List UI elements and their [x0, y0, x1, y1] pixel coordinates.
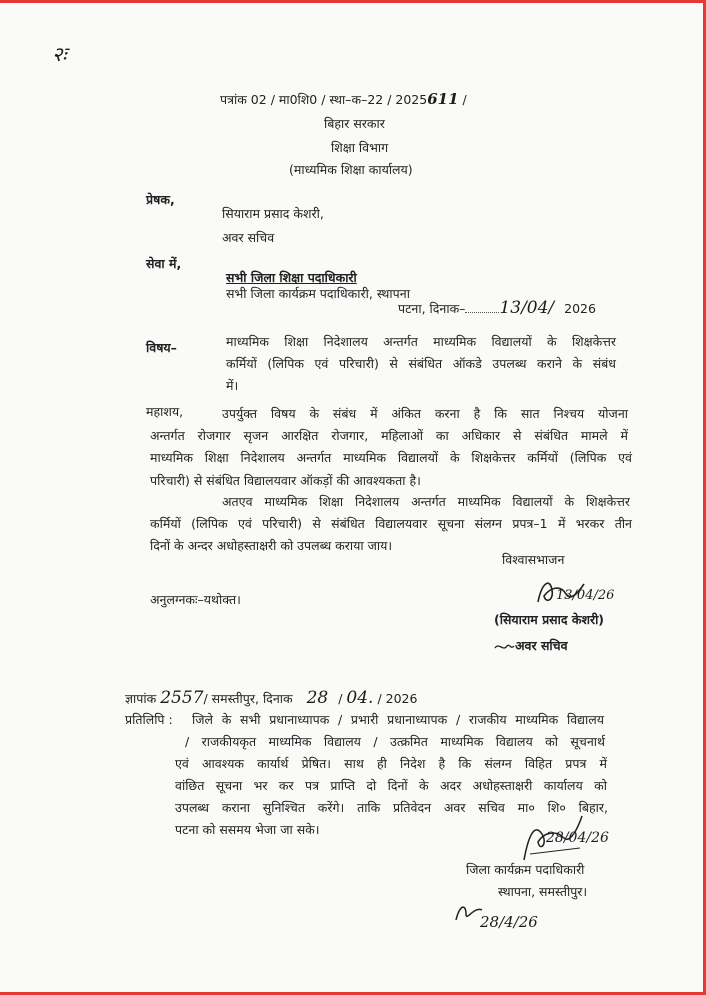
letter-ref-prefix: पत्रांक 02 / मा0शि0 / स्था–क–22 / 2025	[220, 92, 428, 107]
letter-ref	[220, 91, 467, 108]
letter-ref-suffix: /	[462, 92, 467, 107]
footer-line1: जिला कार्यक्रम पदाधिकारी	[466, 862, 585, 877]
copy-line3: एवं आवश्यक कार्यार्थ प्रेषित। साथ ही निदेश है कि संलग्न विहित प्रपत्र में	[175, 756, 607, 771]
corner-mark: २ः	[52, 42, 67, 66]
subject-line2: कर्मियों (लिपिक एवं परिचारी) से संबंधित ऑकडे उपलब्ध कराने के संबंध	[226, 356, 616, 371]
memo-month: 04.	[346, 688, 374, 708]
copy-label: प्रतिलिपि :	[125, 712, 173, 727]
memo-number: 2557	[160, 688, 204, 708]
copy-line2: / राजकीयकृत माध्यमिक विद्यालय / उत्क्रमित माध्यमिक विद्यालय को सूचनार्थ	[185, 734, 605, 749]
copy-line6: पटना को ससमय भेजा जा सके।	[175, 822, 320, 837]
memo-year: / 2026	[377, 691, 418, 706]
para1-line2: अन्तर्गत रोजगार सृजन आरक्षित रोजगार, महिलाओं का अधिकार से संबंधित मामले में	[150, 428, 628, 443]
closing: विश्वासभाजन	[502, 552, 565, 567]
para2-line3: दिनों के अन्दर अधोहस्ताक्षरी को उपलब्ध कराया जाय।	[150, 538, 393, 553]
date-line	[398, 300, 596, 317]
memo-day: 28	[306, 688, 329, 708]
memo-prefix: ज्ञापांक	[125, 691, 157, 706]
para1-line1: उपर्युक्त विषय के संबंध में अंकित करना है कि सात निश्चय योजना	[222, 406, 628, 421]
date-handwritten: 13/04/	[499, 298, 555, 318]
date-year: 2026	[564, 301, 596, 316]
footer-initials-date: 28/4/26	[480, 913, 538, 931]
signatory-designation: अवर सचिव	[515, 638, 568, 653]
sender-label: प्रेषक,	[146, 192, 175, 207]
subject-line1: माध्यमिक शिक्षा निदेशालय अन्तर्गत माध्यमिक विद्यालयों के शिक्षकेत्तर	[226, 334, 616, 349]
header-dept: शिक्षा विभाग	[331, 140, 389, 155]
copy-line5: उपलब्ध कराना सुनिश्चित करेंगे। ताकि प्रतिवेदन अवर सचिव मा० शि० बिहार,	[175, 800, 608, 815]
subject-line3: में।	[226, 378, 239, 393]
header-gov: बिहार सरकार	[324, 116, 385, 131]
footer-line2: स्थापना, समस्तीपुर।	[498, 884, 588, 899]
signature-date: 13/04/26	[556, 588, 615, 603]
para1-line3: माध्यमिक शिक्षा निदेशालय अन्तर्गत माध्यमिक विद्यालयों के शिक्षकेत्तर कर्मियों (लिपिक एवं	[150, 450, 632, 465]
recipient-label: सेवा में,	[146, 256, 182, 271]
footer-sign-date: 28/04/26	[546, 830, 609, 846]
para1-line4: परिचारी) से संबंधित विद्यालयवार ऑकड़ों की आवश्यकता है।	[150, 473, 421, 488]
sender-designation: अवर सचिव	[222, 230, 275, 245]
recipient-line2: सभी जिला कार्यक्रम पदाधिकारी, स्थापना	[226, 286, 410, 301]
memo-line: ज्ञापांक 2557/ समस्तीपुर, दिनाक 28 / 04. / 2026	[125, 688, 418, 708]
salutation: महाशय,	[146, 404, 184, 419]
recipient-line1: सभी जिला शिक्षा पदाधिकारी	[226, 270, 357, 285]
para2-line2: कर्मियों (लिपिक एवं परिचारी) से संबंधित विद्यालयवार सूचना संलग्न प्रपत्र–1 में भरकर तीन	[150, 516, 632, 531]
signatory-name: (सियाराम प्रसाद केशरी)	[494, 612, 605, 627]
copy-line4: वांछित सूचना भर कर पत्र प्राप्ति दो दिनों के अदर अधोहस्ताक्षरी कार्यालय को	[175, 778, 607, 793]
top-border	[0, 0, 706, 3]
date-prefix: पटना, दिनाक–	[398, 301, 466, 316]
subject-label: विषय–	[146, 340, 177, 355]
header-office: (माध्यमिक शिक्षा कार्यालय)	[289, 162, 413, 177]
letter-ref-number: 611	[427, 90, 459, 108]
enclosure: अनुलग्नकः–यथोक्त।	[150, 592, 241, 607]
initials-scribble	[493, 640, 515, 654]
copy-line1: जिले के सभी प्रधानाध्यापक / प्रभारी प्रधानाध्यापक / राजकीय माध्यमिक विद्यालय	[192, 712, 604, 727]
para2-line1: अतएव माध्यमिक शिक्षा निदेशालय अन्तर्गत माध्यमिक विद्यालयों के शिक्षकेत्तर	[222, 494, 630, 509]
memo-place: / समस्तीपुर, दिनाक	[203, 691, 293, 706]
sender-name: सियाराम प्रसाद केशरी,	[222, 206, 324, 221]
